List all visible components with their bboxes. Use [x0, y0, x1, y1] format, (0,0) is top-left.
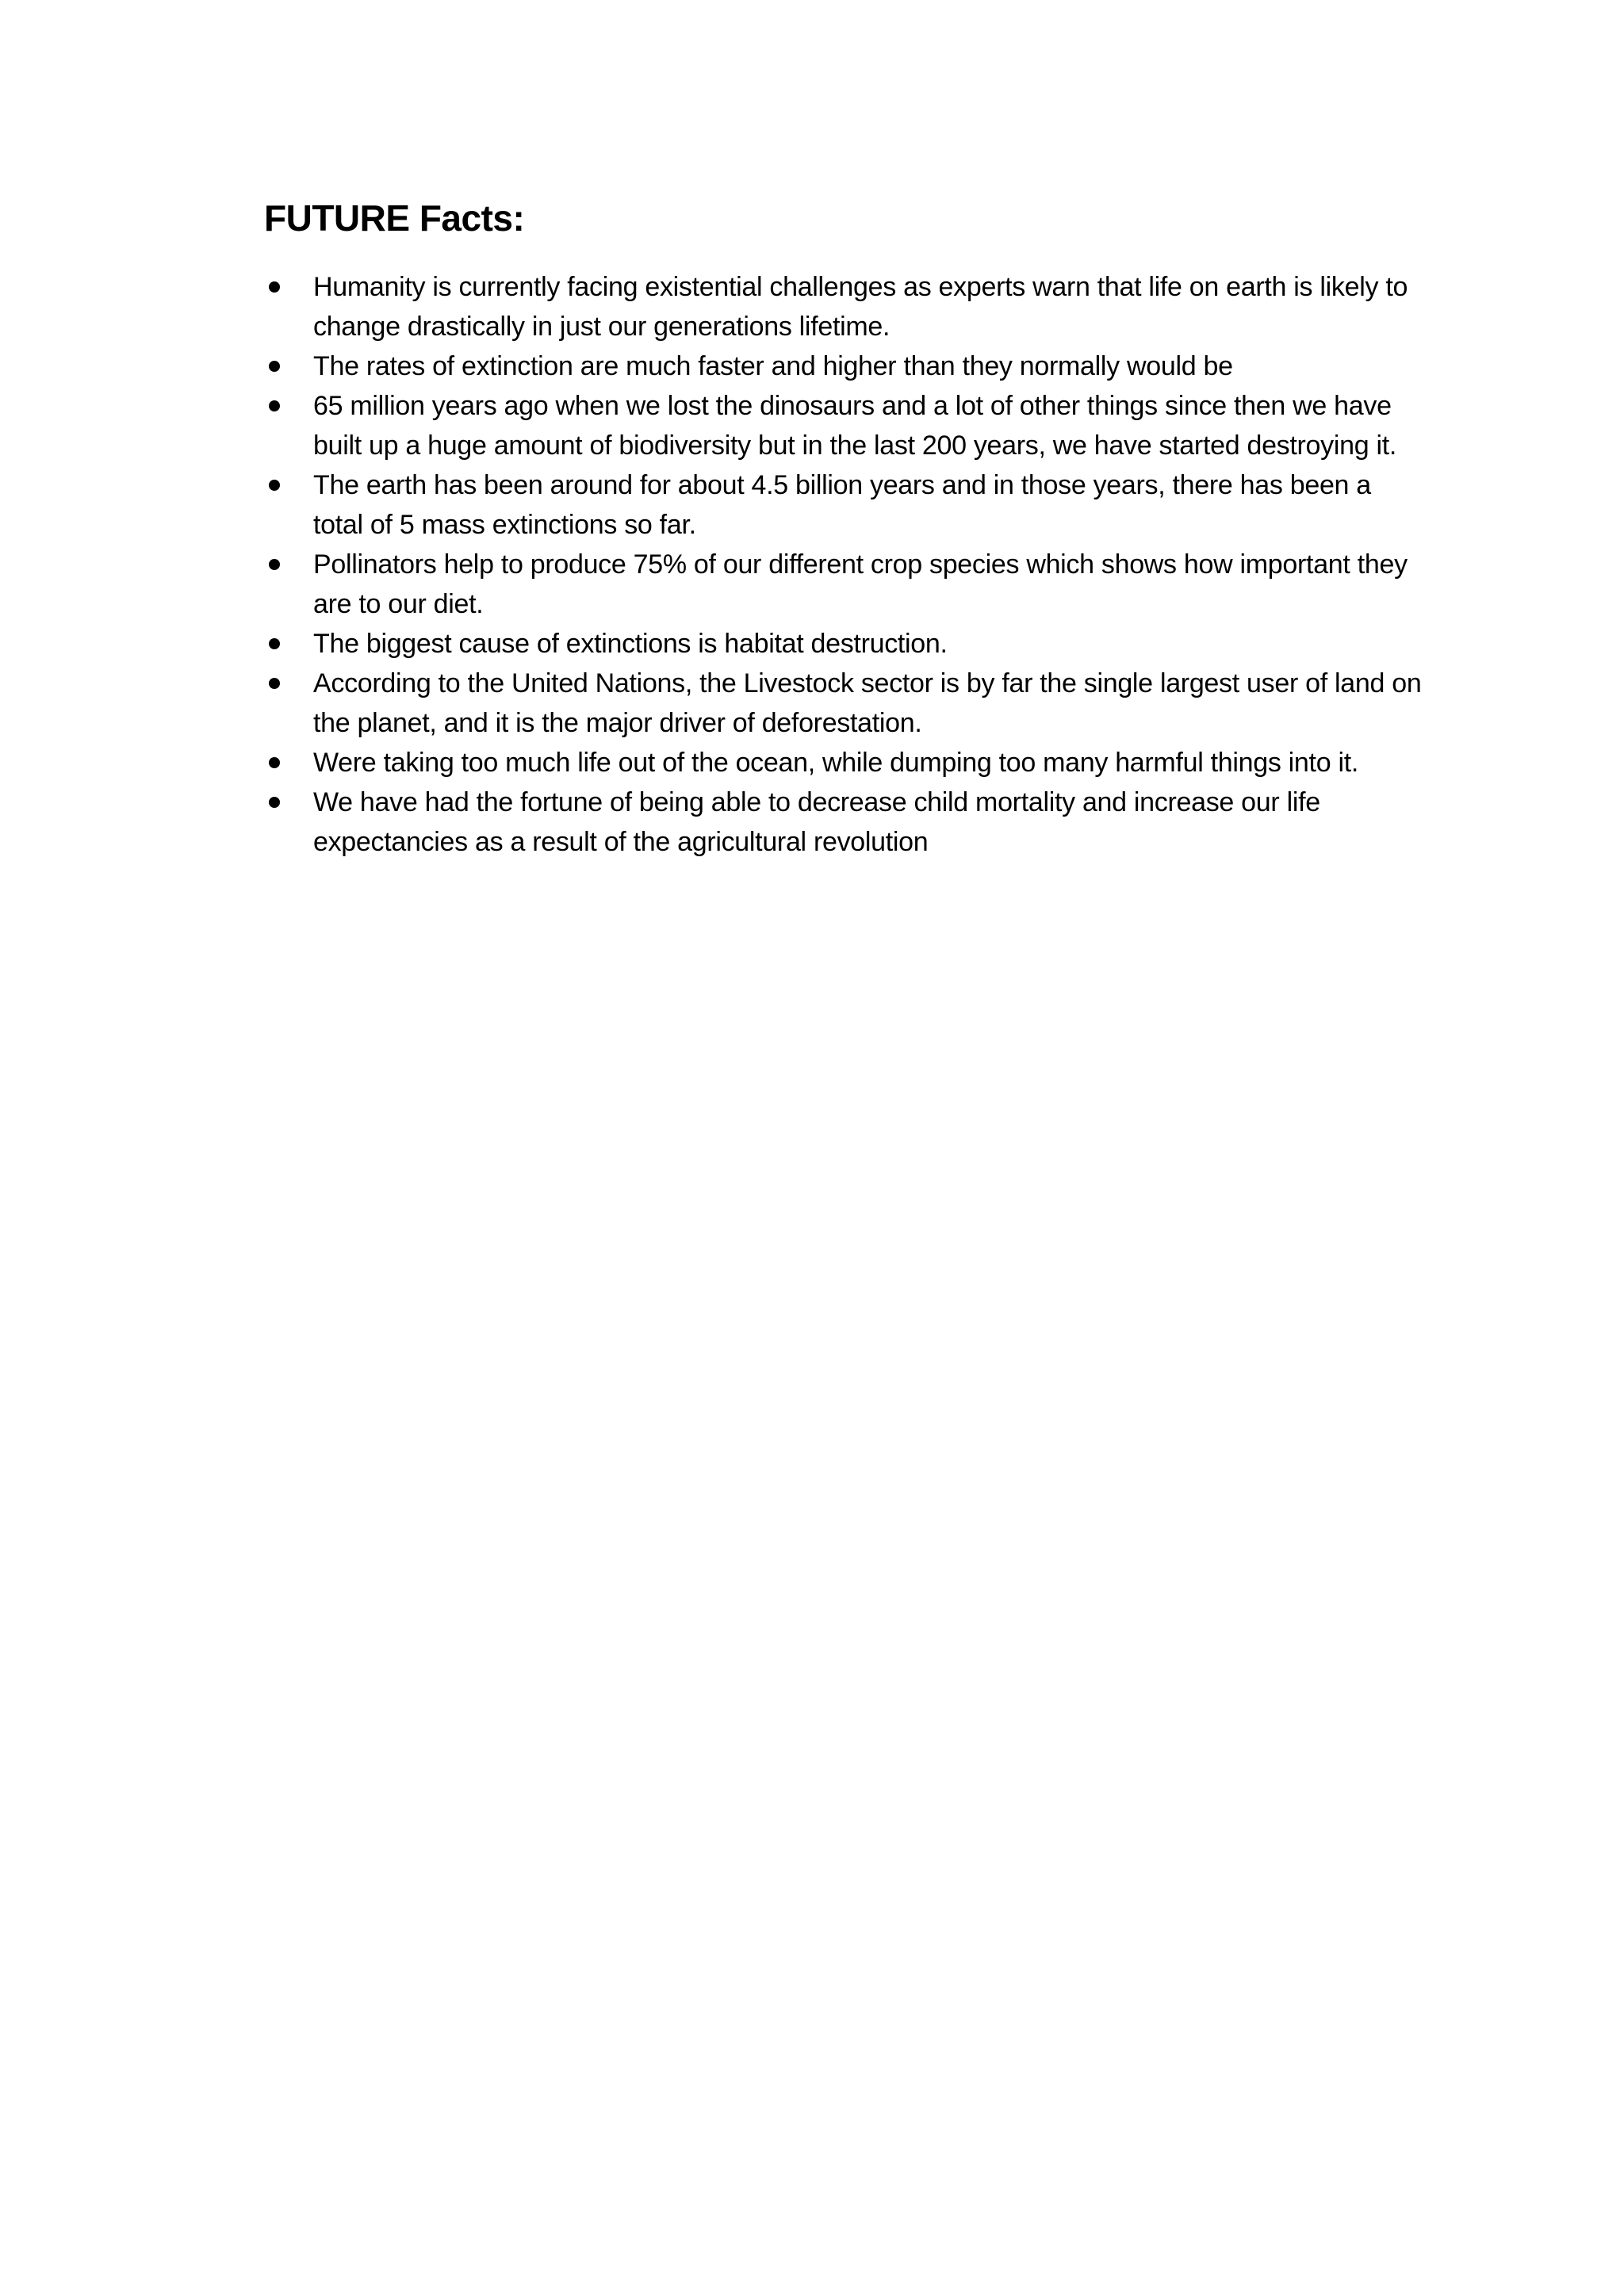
- bullet-icon: [269, 559, 280, 570]
- bullet-icon: [269, 638, 280, 649]
- bullet-icon: [269, 400, 280, 411]
- fact-text: The earth has been around for about 4.5 billion years and in those years, there has been a total of 5 mass extinctions so far.: [313, 470, 1371, 540]
- fact-text: Pollinators help to produce 75% of our different crop species which shows how important they are to our diet.: [313, 549, 1408, 619]
- list-item: [264, 346, 1422, 386]
- page-title: FUTURE Facts:: [264, 197, 525, 239]
- bullet-icon: [269, 678, 280, 689]
- list-item: [264, 545, 1422, 624]
- bullet-icon: [269, 361, 280, 372]
- list-item: [264, 664, 1422, 743]
- fact-text: Humanity is currently facing existential challenges as experts warn that life on earth is likely to change drastically in just our generations lifetime.: [313, 272, 1408, 342]
- fact-text: The biggest cause of extinctions is habitat destruction.: [313, 629, 948, 659]
- fact-text: The rates of extinction are much faster and higher than they normally would be: [313, 351, 1233, 381]
- fact-text: We have had the fortune of being able to decrease child mortality and increase our life expectancies as a result of the agricultural revolution: [313, 787, 1320, 857]
- fact-text: 65 million years ago when we lost the dinosaurs and a lot of other things since then we have built up a huge amount of biodiversity but in the last 200 years, we have started destroying it.: [313, 391, 1397, 461]
- fact-text: Were taking too much life out of the ocean, while dumping too many harmful things into it.: [313, 748, 1358, 778]
- list-item: [264, 624, 1422, 664]
- bullet-icon: [269, 281, 280, 293]
- document-content: [264, 194, 1422, 862]
- facts-list: [264, 267, 1422, 862]
- list-item: [264, 386, 1422, 465]
- bullet-icon: [269, 797, 280, 808]
- fact-text: According to the United Nations, the Livestock sector is by far the single largest user of land on the planet, and it is the major driver of deforestation.: [313, 668, 1422, 738]
- list-item: [264, 743, 1422, 783]
- list-item: [264, 783, 1422, 862]
- bullet-icon: [269, 480, 280, 491]
- list-item: [264, 465, 1422, 545]
- bullet-icon: [269, 757, 280, 768]
- list-item: [264, 267, 1422, 346]
